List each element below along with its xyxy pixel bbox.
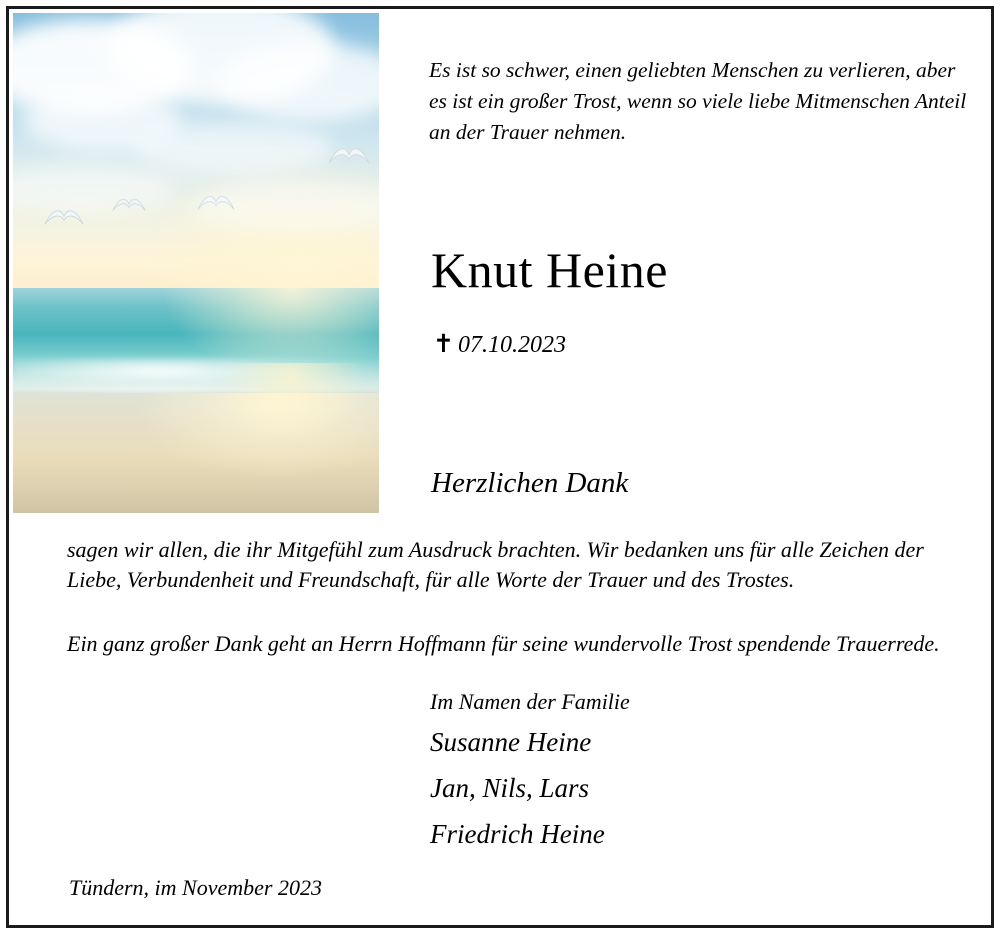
cloud-shape <box>133 121 333 175</box>
family-name: Susanne Heine <box>430 727 592 757</box>
memorial-quote: Es ist so schwer, einen geliebten Menschen zu verlieren, aber es ist ein großer Trost, wenn so viele liebe Mitmenschen Anteil an der Trauer nehmen. <box>429 58 967 144</box>
death-date: 07.10.2023 <box>457 332 566 358</box>
cross-icon: ✝ <box>433 329 454 358</box>
deceased-name: Knut Heine <box>431 242 668 298</box>
beach-sunset-seagulls-photo <box>13 13 379 513</box>
obituary-card <box>6 6 994 928</box>
seagull-icon <box>43 205 85 230</box>
seagull-icon <box>111 194 147 216</box>
family-name: Jan, Nils, Lars <box>430 773 590 803</box>
thanks-paragraph-2: Ein ganz großer Dank geht an Herrn Hoffmann für seine wundervolle Trost spendende Trauerrede. <box>67 631 940 656</box>
seagull-icon <box>196 191 236 215</box>
family-label: Im Namen der Familie <box>430 689 630 714</box>
seagull-icon <box>327 143 371 169</box>
thanks-heading: Herzlichen Dank <box>431 467 629 499</box>
place-and-date: Tündern, im November 2023 <box>69 875 322 900</box>
sun-reflection <box>203 363 379 513</box>
card-inner <box>9 9 991 925</box>
thanks-paragraph-1: sagen wir allen, die ihr Mitgefühl zum Ausdruck brachten. Wir bedanken uns für alle Zeichen der Liebe, Verbundenheit und Freundschaft, für alle Worte der Trauer und des Trostes. <box>67 537 924 592</box>
family-name: Friedrich Heine <box>430 819 605 849</box>
death-date-row <box>433 329 566 359</box>
